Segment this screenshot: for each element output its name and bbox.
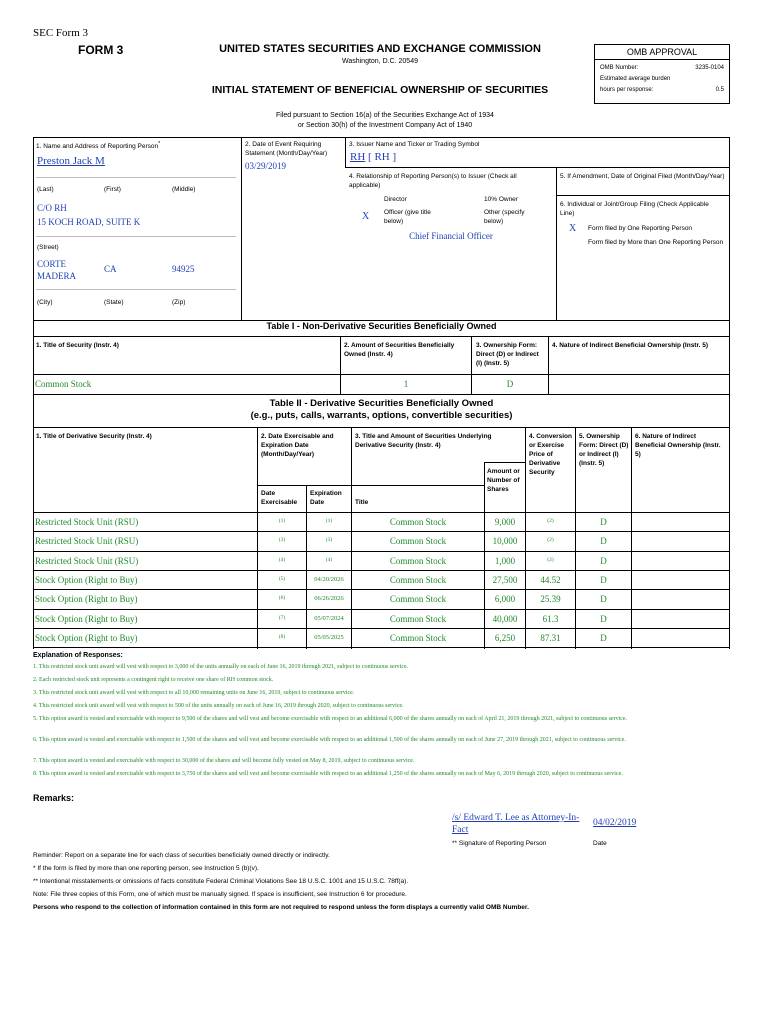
reporting-person-name: Preston Jack M	[37, 155, 105, 167]
ownership-form: D	[600, 536, 607, 547]
box1-asterisk: *	[158, 141, 161, 147]
ten-pct-owner-option: 10% Owner	[484, 196, 518, 203]
ownership-form: D	[600, 574, 607, 585]
exercise-price: 25.39	[540, 594, 561, 605]
address-line-1: C/O RH	[37, 203, 67, 213]
box6-label: 6. Individual or Joint/Group Filing (Check Applicable Line)	[560, 201, 709, 217]
date-label: Date	[593, 840, 607, 847]
box4-label: 4. Relationship of Reporting Person(s) to Issuer (Check all applicable)	[349, 173, 517, 189]
table1-row-amount: 1	[403, 379, 409, 389]
footer-note: Note: File three copies of this Form, one of which must be manually signed. If space is insufficient, see Instruction 6 for procedure.	[33, 891, 407, 898]
footer-double-asterisk-note: ** Intentional misstatements or omissions of facts constitute Federal Criminal Violations See 18 U.S.C. 1001 and 15 U.S.C. 78ff(a).	[33, 878, 409, 885]
signature-name: /s/ Edward T. Lee as Attorney-In-Fact	[452, 813, 580, 835]
table2-col5-header: 5. Ownership Form: Direct (D) or Indirect (I) (Instr. 5)	[579, 433, 629, 467]
date-exercisable: (3)	[278, 537, 286, 544]
underlying-security: Common Stock	[389, 555, 447, 566]
agency-city: Washington, D.C. 20549	[341, 58, 418, 65]
address-line-2: 15 KOCH ROAD, SUITE K	[37, 217, 141, 227]
remarks-label: Remarks:	[33, 793, 75, 803]
explanation-item: 2. Each restricted stock unit represents a contingent right to receive one share of RH common stock.	[33, 677, 274, 683]
state-value: CA	[104, 264, 117, 274]
explanation-item: 1. This restricted stock unit award will vest with respect to 3,000 of the units annually on each of June 16, 2019 through 2021, subject to continuous service.	[33, 664, 409, 670]
underlying-security: Common Stock	[389, 594, 447, 605]
date-exercisable: (5)	[278, 575, 286, 582]
officer-checkmark: X	[362, 211, 370, 222]
one-person-option: Form filed by One Reporting Person	[588, 225, 693, 232]
table1-col1-header: 1. Title of Security (Instr. 4)	[36, 342, 119, 349]
derivative-title: Restricted Stock Unit (RSU)	[35, 555, 139, 566]
table2-col4-header: 4. Conversion or Exercise Price of Derivative Security	[529, 433, 572, 476]
underlying-amount: 6,000	[494, 594, 516, 605]
box2-label: 2. Date of Event Requiring Statement (Month/Day/Year)	[245, 141, 328, 157]
derivative-title: Restricted Stock Unit (RSU)	[35, 517, 139, 527]
footer-omb-notice: Persons who respond to the collection of information contained in this form are not required to respond unless the form displays a currently valid OMB Number.	[33, 904, 529, 911]
expiration-date-subheader: Expiration Date	[310, 490, 342, 506]
underlying-amount: 10,000	[492, 536, 518, 547]
one-person-checkmark: X	[569, 223, 577, 234]
director-option: Director	[384, 196, 407, 203]
explanation-item: 5. This option award is vested and exercisable with respect to 9,500 of the shares and will vest and become exercisable with respect to an additional 6,000 of the shares annually on each of April 21, 2019 through 2021, subject to continuous service.	[33, 716, 628, 722]
explanation-item: 6. This option award is vested and exercisable with respect to 1,500 of the shares and will vest and become exercisable with respect to an additional 1,500 of the shares annually on each of June 27, 2019 through 2021, subject to continuous service.	[33, 737, 626, 743]
omb-hours-label: hours per response:	[600, 87, 654, 93]
event-date: 03/29/2019	[245, 161, 287, 171]
footer-reminder: Reminder: Report on a separate line for each class of securities beneficially owned directly or indirectly.	[33, 852, 330, 859]
date-exercisable: (6)	[278, 595, 286, 602]
exercise-price: 44.52	[540, 574, 561, 585]
explanation-item: 7. This option award is vested and exercisable with respect to 30,000 of the shares and will become fully vested on May 8, 2019, subject to continuous service.	[33, 758, 415, 764]
table2-title: Table II - Derivative Securities Beneficially Owned	[269, 398, 494, 409]
table2-col3-header: 3. Title and Amount of Securities Underlying Derivative Security (Instr. 4)	[355, 433, 492, 449]
explanation-item: 3. This restricted stock unit award will vest with respect to all 10,000 remaining units on June 16, 2019, subject to continuous service.	[33, 690, 355, 696]
table2-col6-header: 6. Nature of Indirect Beneficial Ownership (Instr. 5)	[635, 433, 721, 458]
ownership-form: D	[600, 594, 607, 605]
exercise-price: (2)	[547, 518, 554, 524]
table1-title: Table I - Non-Derivative Securities Beneficially Owned	[266, 321, 497, 331]
underlying-amount: 9,000	[494, 517, 516, 527]
derivative-title: Restricted Stock Unit (RSU)	[35, 536, 139, 547]
omb-number-value: 3235-0104	[695, 65, 724, 71]
ownership-form: D	[600, 517, 607, 527]
date-exercisable-subheader: Date Exercisable	[261, 490, 298, 506]
table1-col3-header: 3. Ownership Form: Direct (D) or Indirect (I) (Instr. 5)	[476, 342, 539, 367]
derivative-title: Stock Option (Right to Buy)	[35, 613, 138, 624]
middle-label: (Middle)	[172, 186, 196, 193]
expiration-date: (3)	[325, 537, 333, 544]
ownership-form: D	[600, 555, 607, 566]
agency-name: UNITED STATES SECURITIES AND EXCHANGE COMMISSION	[219, 43, 541, 55]
issuer-name: RH	[350, 151, 366, 163]
expiration-date: 05/05/2025	[314, 633, 344, 641]
ownership-form: D	[600, 613, 607, 624]
underlying-amount: 27,500	[492, 574, 518, 585]
omb-box	[594, 44, 730, 104]
table2-col2-header: 2. Date Exercisable and Expiration Date (Month/Day/Year)	[261, 433, 334, 458]
doc-header: SEC Form 3	[33, 27, 89, 39]
date-exercisable: (8)	[278, 633, 286, 640]
table1-row-title: Common Stock	[35, 379, 92, 389]
underlying-title-subheader: Title	[355, 499, 369, 506]
underlying-security: Common Stock	[389, 632, 447, 643]
form-title: FORM 3	[78, 43, 124, 57]
date-exercisable: (1)	[278, 518, 286, 524]
box5-label: 5. If Amendment, Date of Original Filed (Month/Day/Year)	[560, 173, 725, 180]
omb-hours-value: 0.5	[715, 87, 724, 93]
underlying-amount: 1,000	[494, 555, 516, 566]
omb-number-label: OMB Number:	[600, 65, 639, 71]
other-option: Other (specify below)	[484, 209, 525, 225]
exercise-price: 87.31	[540, 632, 561, 643]
city-label: (City)	[37, 299, 53, 306]
underlying-security: Common Stock	[389, 574, 447, 585]
underlying-security: Common Stock	[389, 613, 447, 624]
explanation-title: Explanation of Responses:	[33, 652, 123, 659]
underlying-security: Common Stock	[389, 517, 447, 527]
expiration-date: (4)	[325, 556, 333, 563]
underlying-security: Common Stock	[389, 536, 447, 547]
footer-asterisk-note: * If the form is filed by more than one reporting person, see Instruction 5 (b)(v).	[33, 865, 259, 872]
first-label: (First)	[104, 186, 121, 193]
amount-subheader: Amount or Number of Shares	[487, 468, 520, 493]
date-exercisable: (7)	[278, 614, 286, 621]
expiration-date: 05/07/2024	[314, 614, 344, 622]
exercise-price: (2)	[547, 537, 554, 544]
signature-label: ** Signature of Reporting Person	[452, 840, 547, 847]
exercise-price: 61.3	[542, 613, 559, 624]
state-label: (State)	[104, 299, 124, 306]
statement-title: INITIAL STATEMENT OF BENEFICIAL OWNERSHIP OF SECURITIES	[211, 84, 549, 96]
explanation-item: 4. This restricted stock unit award will vest with respect to 500 of the units annually on each of June 16, 2019 through 2020, subject to continuous service.	[33, 703, 404, 709]
table2-subtitle: (e.g., puts, calls, warrants, options, convertible securities)	[250, 410, 513, 421]
table1-row-form: D	[506, 379, 514, 389]
expiration-date: 06/26/2026	[314, 595, 344, 603]
explanation-item: 8. This option award is vested and exercisable with respect to 3,750 of the shares and will vest and become exercisable with respect to an additional 1,250 of the shares annually on each of May 6, 2019 through 2020, subject to continuous service.	[33, 771, 623, 777]
derivative-title: Stock Option (Right to Buy)	[35, 632, 138, 643]
zip-label: (Zip)	[172, 299, 186, 306]
issuer-field: RH [ RH ]	[350, 151, 397, 163]
officer-title: Chief Financial Officer	[409, 231, 493, 241]
date-exercisable: (4)	[278, 556, 286, 563]
filed-line-2: or Section 30(h) of the Investment Company Act of 1940	[297, 122, 473, 129]
more-persons-option: Form filed by More than One Reporting Person	[588, 239, 724, 246]
table2-col1-header: 1. Title of Derivative Security (Instr. 4)	[36, 433, 152, 440]
exercise-price: (2)	[547, 556, 554, 563]
box3-label: 3. Issuer Name and Ticker or Trading Symbol	[349, 141, 480, 148]
omb-burden-label: Estimated average burden	[600, 76, 671, 82]
expiration-date: (1)	[325, 518, 333, 524]
city-value: CORTE MADERA	[37, 259, 77, 281]
omb-title: OMB APPROVAL	[595, 45, 729, 60]
street-label: (Street)	[37, 244, 59, 251]
officer-option: Officer (give title below)	[384, 209, 431, 225]
ownership-form: D	[600, 632, 607, 643]
derivative-title: Stock Option (Right to Buy)	[35, 594, 138, 605]
table1-col2-header: 2. Amount of Securities Beneficially Owned (Instr. 4)	[344, 342, 455, 358]
signature-date: 04/02/2019	[593, 818, 637, 828]
filed-line-1: Filed pursuant to Section 16(a) of the Securities Exchange Act of 1934	[276, 112, 494, 119]
last-label: (Last)	[37, 186, 54, 193]
underlying-amount: 6,250	[494, 632, 516, 643]
underlying-amount: 40,000	[492, 613, 518, 624]
zip-value: 94925	[172, 264, 195, 274]
expiration-date: 04/20/2026	[314, 575, 344, 583]
derivative-title: Stock Option (Right to Buy)	[35, 574, 138, 585]
box1-label: 1. Name and Address of Reporting Person*	[36, 141, 161, 151]
table1-col4-header: 4. Nature of Indirect Beneficial Ownership (Instr. 5)	[552, 342, 709, 349]
issuer-ticker: RH	[374, 151, 390, 163]
